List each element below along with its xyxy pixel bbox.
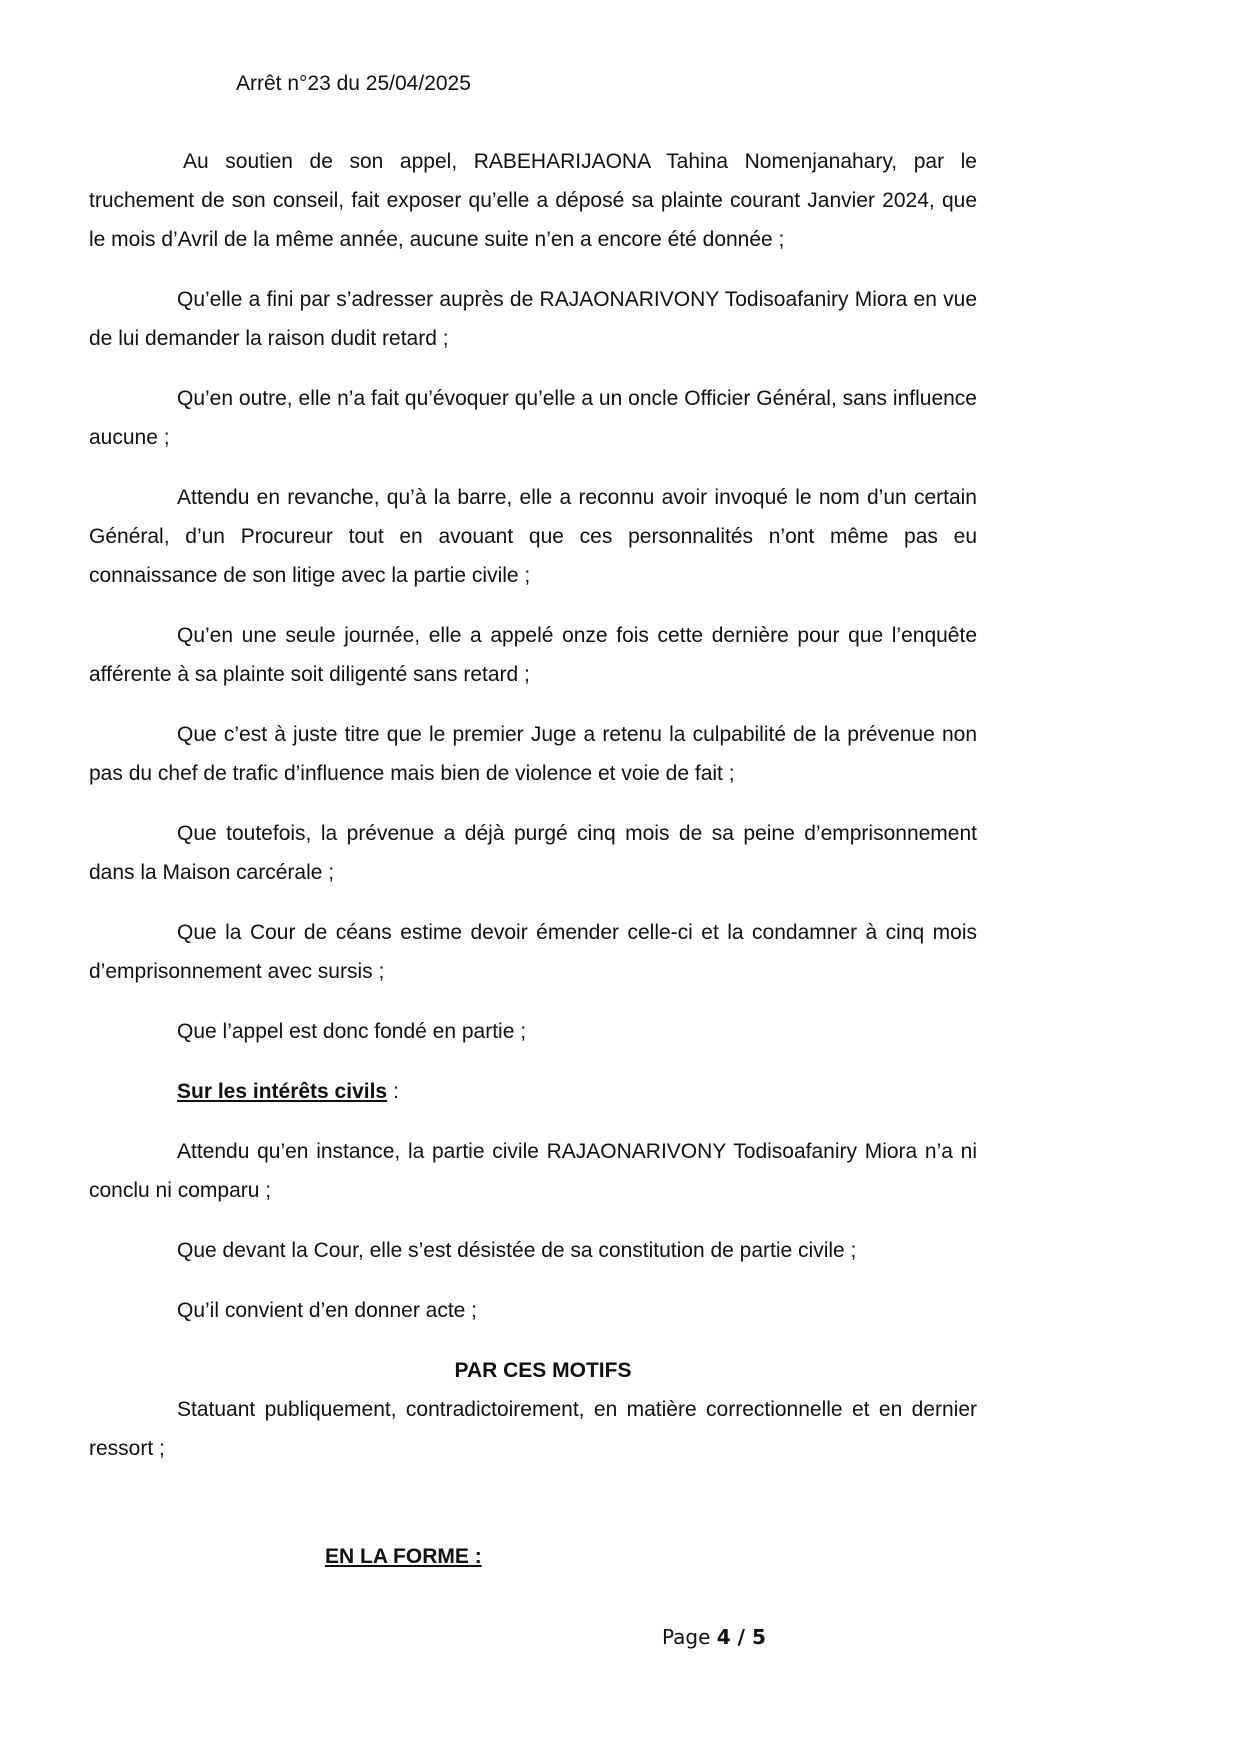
paragraph: Que l’appel est donc fondé en partie ; [177, 1020, 527, 1043]
page-current: 4 [716, 1625, 731, 1649]
page-total: 5 [751, 1625, 766, 1649]
page-number [662, 1625, 766, 1649]
civil-interests-heading-label: Sur les intérêts civils [177, 1080, 388, 1103]
paragraph: Que toutefois, la prévenue a déjà purgé cinq mois de sa peine d’emprisonnement dans la Maison carcérale ; [89, 822, 977, 884]
paragraph: Qu’elle a fini par s’adresser auprès de RAJAONARIVONY Todisoafaniry Miora en vue de lui demander la raison dudit retard ; [89, 288, 977, 350]
civil-interests-heading [177, 1072, 977, 1111]
document-header: Arrêt n°23 du 25/04/2025 [236, 72, 471, 95]
paragraph: Attendu qu’en instance, la partie civile RAJAONARIVONY Todisoafaniry Miora n’a ni conclu ni comparu ; [89, 1140, 977, 1202]
paragraph: Qu’il convient d’en donner acte ; [177, 1299, 478, 1322]
forme-heading: EN LA FORME : [325, 1545, 482, 1568]
document-body [89, 142, 977, 1489]
civil-interests-heading-suffix: : [387, 1080, 399, 1103]
page-separator: / [730, 1625, 752, 1649]
page-label: Page [662, 1625, 717, 1649]
paragraph: Que la Cour de céans estime devoir émender celle-ci et la condamner à cinq mois d’emprisonnement avec sursis ; [89, 921, 977, 983]
paragraph: Au soutien de son appel, RABEHARIJAONA Tahina Nomenjanahary, par le truchement de son conseil, fait exposer qu’elle a déposé sa plainte courant Janvier 2024, que le mois d’Avril de la même année, aucune suite n’en a encore été donnée ; [89, 150, 977, 251]
paragraph: Que devant la Cour, elle s’est désistée de sa constitution de partie civile ; [177, 1239, 857, 1262]
paragraph: Attendu en revanche, qu’à la barre, elle a reconnu avoir invoqué le nom d’un certain Général, d’un Procureur tout en avouant que ces personnalités n’ont même pas eu connaissance de son litige avec la partie civile ; [89, 486, 977, 587]
motifs-paragraph: Statuant publiquement, contradictoirement, en matière correctionnelle et en dernier ressort ; [89, 1398, 977, 1460]
paragraph: Qu’en outre, elle n’a fait qu’évoquer qu’elle a un oncle Officier Général, sans influence aucune ; [89, 387, 977, 449]
motifs-title: PAR CES MOTIFS [454, 1359, 632, 1382]
paragraph: Qu’en une seule journée, elle a appelé onze fois cette dernière pour que l’enquête afférente à sa plainte soit diligenté sans retard ; [89, 624, 977, 686]
paragraph: Que c’est à juste titre que le premier Juge a retenu la culpabilité de la prévenue non pas du chef de trafic d’influence mais bien de violence et voie de fait ; [89, 723, 977, 785]
